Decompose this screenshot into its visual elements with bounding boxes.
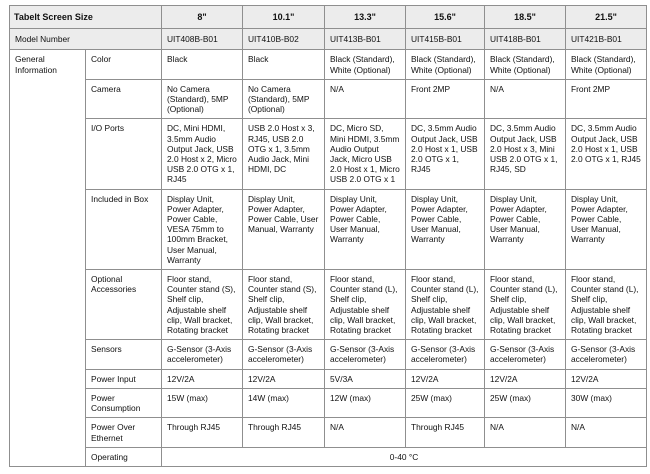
spec-row-power-input [10,369,647,388]
spec-table [9,5,647,467]
row-label: Power Input [86,369,162,388]
header-row [10,6,647,29]
cell: Floor stand, Counter stand (L), Shelf clip, Adjustable shelf clip, Wall bracket, Rotating bracket [406,270,485,340]
cell: 30W (max) [566,388,647,417]
cell: Display Unit, Power Adapter, Power Cable, User Manual, Warranty [566,189,647,269]
cell: 12V/2A [406,369,485,388]
row-label: Optional Accessories [86,270,162,340]
size-header: 8" [162,6,243,29]
cell: Black (Standard), White (Optional) [406,50,485,79]
cell: N/A [485,418,566,447]
cell: N/A [485,79,566,119]
cell: 5V/3A [325,369,406,388]
model-number: UIT421B-B01 [566,29,647,50]
spec-row-color [10,50,647,79]
model-number: UIT418B-B01 [485,29,566,50]
row-label: Included in Box [86,189,162,269]
spec-row-optional-accessories [10,270,647,340]
model-number: UIT415B-B01 [406,29,485,50]
cell: No Camera (Standard), 5MP (Optional) [243,79,325,119]
cell: 15W (max) [162,388,243,417]
cell: DC, 3.5mm Audio Output Jack, USB 2.0 Host x 1, USB 2.0 OTG x 1, RJ45 [566,119,647,189]
model-row [10,29,647,50]
row-label: Power Consumption [86,388,162,417]
cell: Display Unit, Power Adapter, Power Cable, User Manual, Warranty [325,189,406,269]
row-label: Operating [86,447,162,466]
cell: Floor stand, Counter stand (L), Shelf clip, Adjustable shelf clip, Wall bracket, Rotating bracket [485,270,566,340]
cell: 25W (max) [406,388,485,417]
cell: Black [243,50,325,79]
cell: DC, 3.5mm Audio Output Jack, USB 2.0 Host x 3, Mini USB 2.0 OTG x 1, RJ45, SD [485,119,566,189]
row-label: Power Over Ethernet [86,418,162,447]
cell: G-Sensor (3-Axis accelerometer) [485,340,566,369]
cell: Black (Standard), White (Optional) [325,50,406,79]
spec-row-sensors [10,340,647,369]
cell: 25W (max) [485,388,566,417]
cell: Floor stand, Counter stand (L), Shelf clip, Adjustable shelf clip, Wall bracket, Rotating bracket [566,270,647,340]
cell: 12V/2A [566,369,647,388]
cell: Display Unit, Power Adapter, Power Cable, User Manual, Warranty [485,189,566,269]
spec-row-included-in-box [10,189,647,269]
size-header: 21.5" [566,6,647,29]
general-information-label: General Information [10,50,86,467]
cell: USB 2.0 Host x 3, RJ45, USB 2.0 OTG x 1, 3.5mm Audio Jack, Mini HDMI, DC [243,119,325,189]
cell: G-Sensor (3-Axis accelerometer) [162,340,243,369]
model-number: UIT410B-B02 [243,29,325,50]
spec-row-power-over-ethernet [10,418,647,447]
model-label: Model Number [10,29,162,50]
cell: Through RJ45 [406,418,485,447]
cell: Black (Standard), White (Optional) [566,50,647,79]
row-label: Sensors [86,340,162,369]
cell: 12V/2A [485,369,566,388]
cell: DC, 3.5mm Audio Output Jack, USB 2.0 Host x 1, USB 2.0 OTG x 1, RJ45 [406,119,485,189]
cell: G-Sensor (3-Axis accelerometer) [325,340,406,369]
cell: Through RJ45 [243,418,325,447]
spec-row-power-consumption [10,388,647,417]
spec-row-camera [10,79,647,119]
row-label: Camera [86,79,162,119]
header-label: Tabelt Screen Size [10,6,162,29]
size-header: 10.1" [243,6,325,29]
cell: G-Sensor (3-Axis accelerometer) [406,340,485,369]
cell: Floor stand, Counter stand (L), Shelf clip, Adjustable shelf clip, Wall bracket, Rotating bracket [325,270,406,340]
cell: N/A [566,418,647,447]
cell: Through RJ45 [162,418,243,447]
size-header: 13.3" [325,6,406,29]
cell: Floor stand, Counter stand (S), Shelf clip, Adjustable shelf clip, Wall bracket, Rotating bracket [243,270,325,340]
cell: Black (Standard), White (Optional) [485,50,566,79]
cell: 12W (max) [325,388,406,417]
cell: 14W (max) [243,388,325,417]
row-label: I/O Ports [86,119,162,189]
cell: N/A [325,418,406,447]
row-label: Color [86,50,162,79]
spec-row-io-ports [10,119,647,189]
cell: No Camera (Standard), 5MP (Optional) [162,79,243,119]
cell: Display Unit, Power Adapter, Power Cable, User Manual, Warranty [406,189,485,269]
cell: Front 2MP [406,79,485,119]
cell: 12V/2A [243,369,325,388]
cell: 12V/2A [162,369,243,388]
cell: G-Sensor (3-Axis accelerometer) [566,340,647,369]
cell: Black [162,50,243,79]
spec-row-operating [10,447,647,466]
cell: Front 2MP [566,79,647,119]
cell: Display Unit, Power Adapter, Power Cable, User Manual, Warranty [243,189,325,269]
size-header: 18.5" [485,6,566,29]
operating-value: 0-40 °C [162,447,647,466]
cell: DC, Mini HDMI, 3.5mm Audio Output Jack, USB 2.0 Host x 2, Micro USB 2.0 OTG x 1, RJ45 [162,119,243,189]
cell: G-Sensor (3-Axis accelerometer) [243,340,325,369]
size-header: 15.6" [406,6,485,29]
cell: Display Unit, Power Adapter, Power Cable, VESA 75mm to 100mm Bracket, User Manual, Warranty [162,189,243,269]
cell: DC, Micro SD, Mini HDMI, 3.5mm Audio Output Jack, Micro USB 2.0 Host x 1, Micro USB 2.0 OTG x 1 [325,119,406,189]
cell: N/A [325,79,406,119]
cell: Floor stand, Counter stand (S), Shelf clip, Adjustable shelf clip, Wall bracket, Rotating bracket [162,270,243,340]
model-number: UIT413B-B01 [325,29,406,50]
model-number: UIT408B-B01 [162,29,243,50]
